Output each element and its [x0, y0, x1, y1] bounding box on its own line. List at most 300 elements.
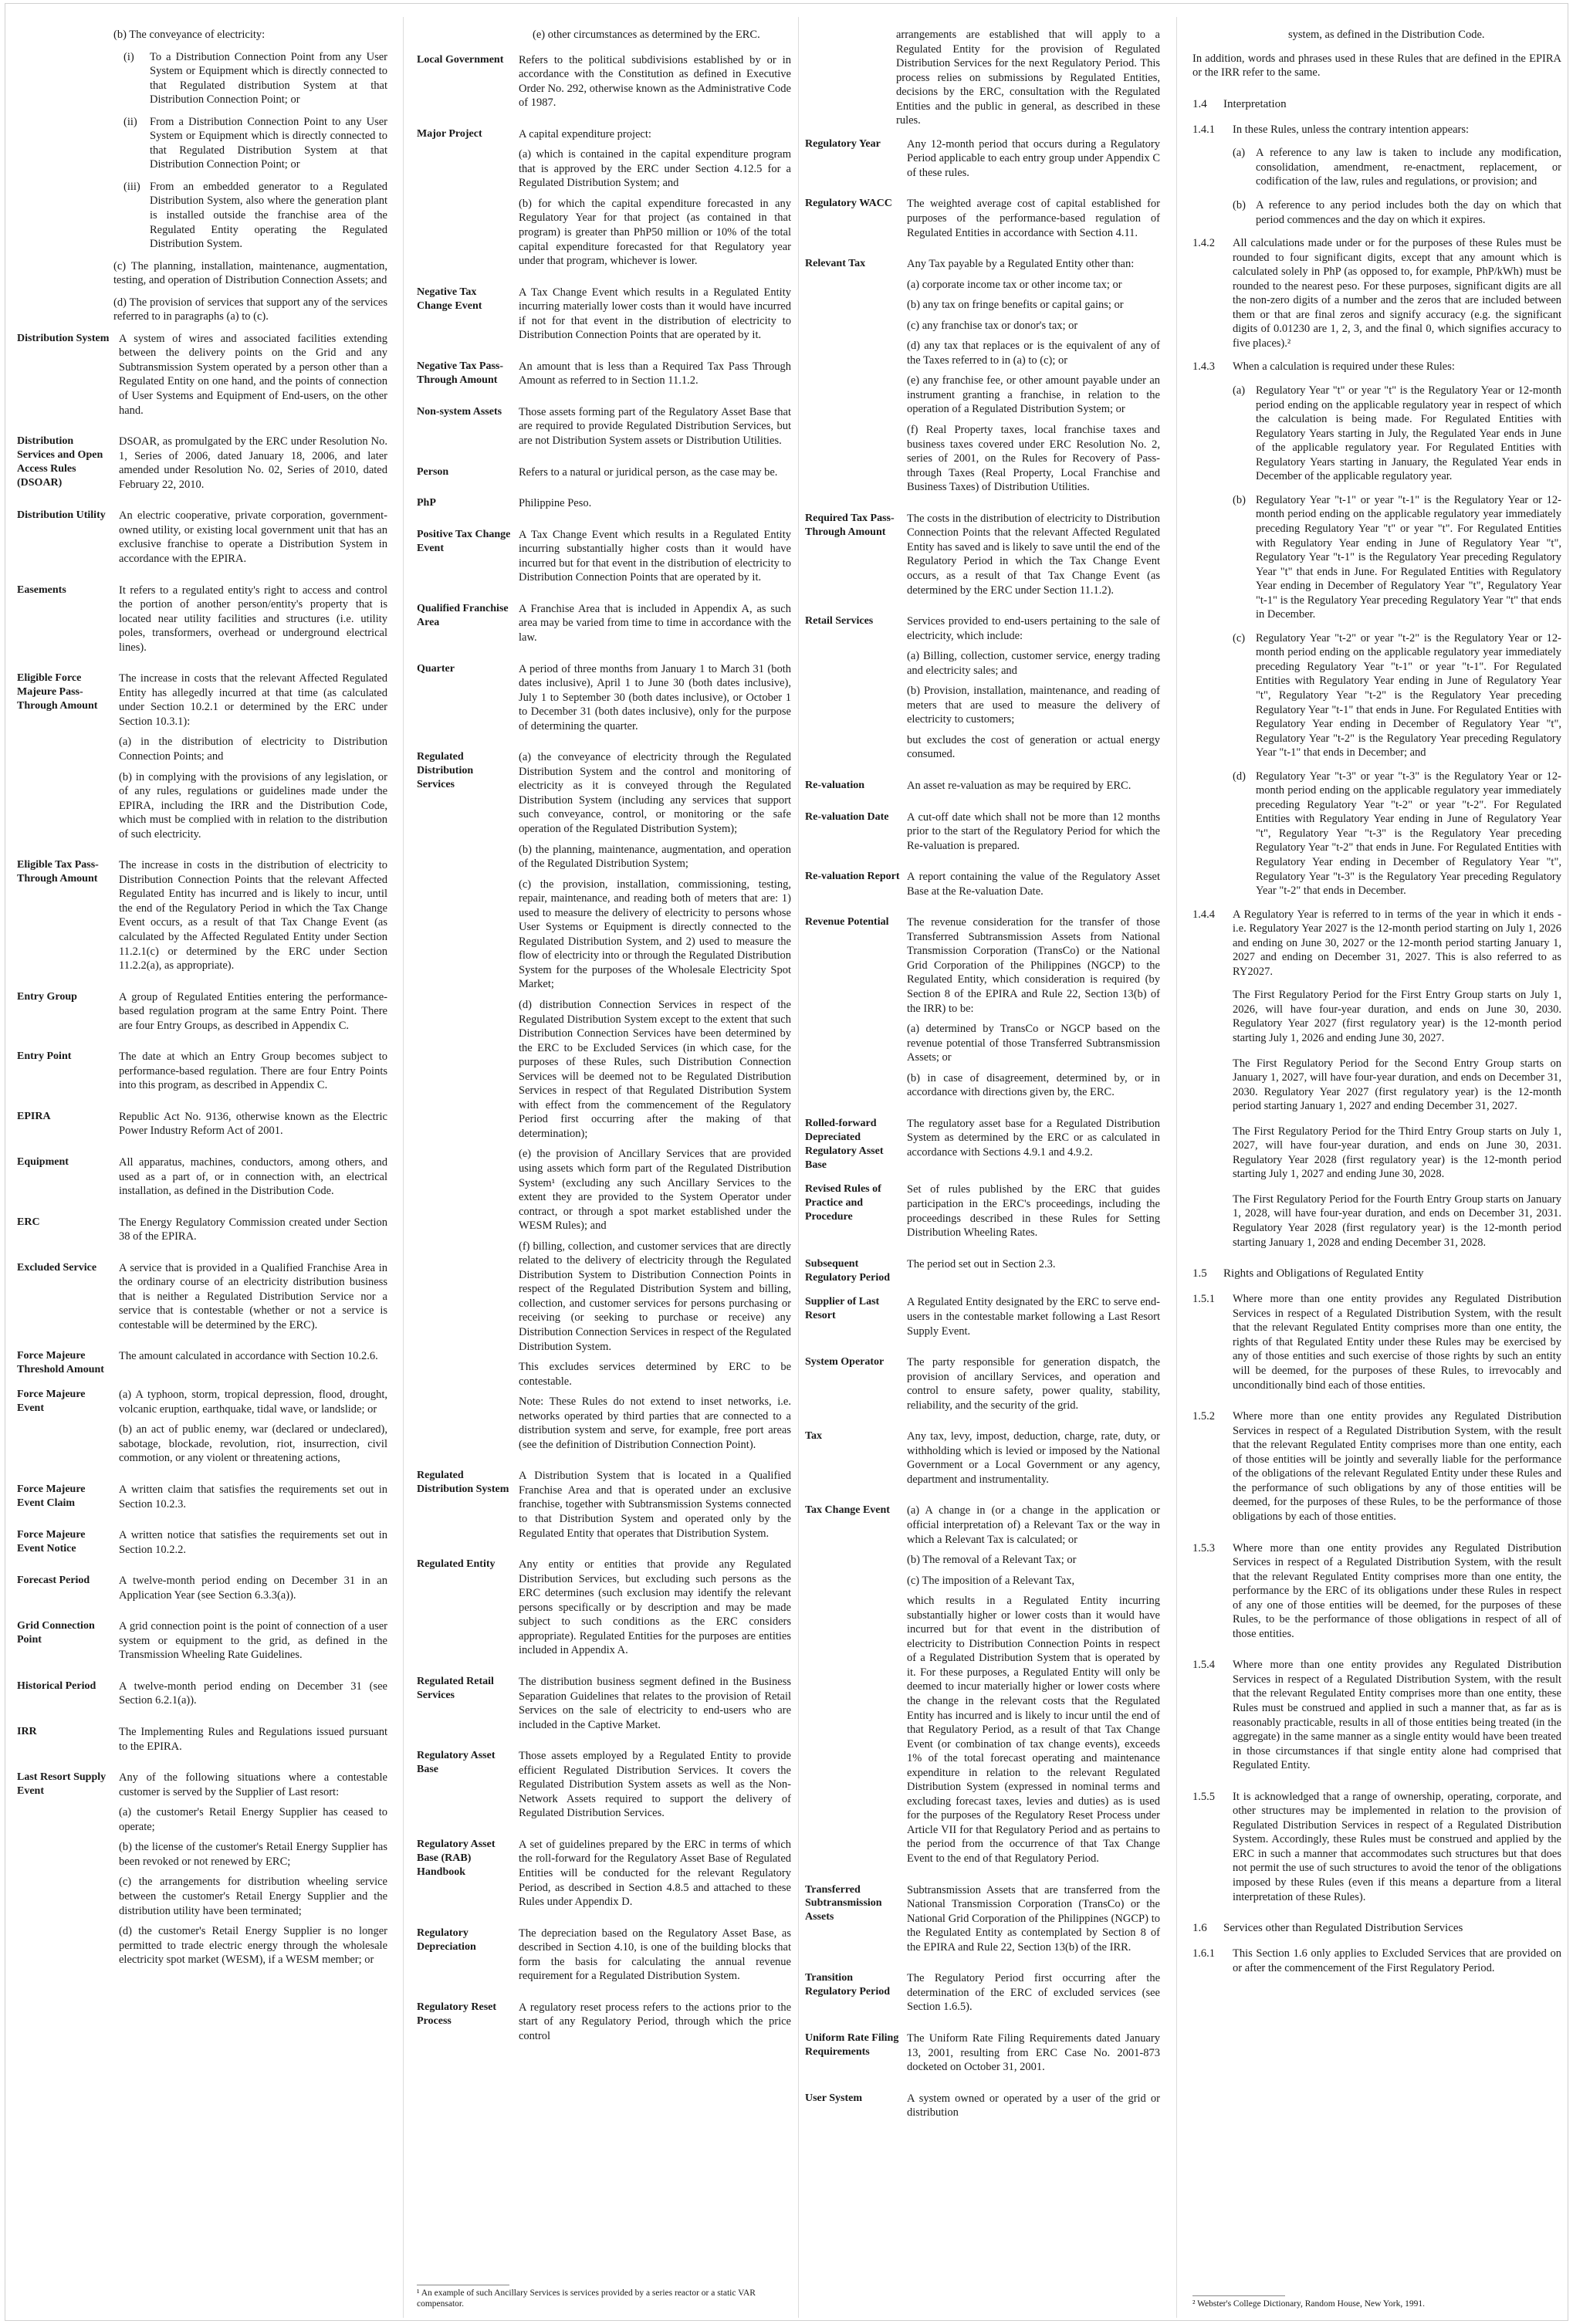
- definition-entry: [417, 286, 791, 349]
- definition-term: Re-valuation: [805, 779, 864, 791]
- definition-paragraph: (b) in complying with the provisions of any legislation, or of any rules, regulations or guidelines made under the EPIRA, including the IRR and the Distribution Code, which must be complied with in relation to the distribution of such electricity.: [119, 770, 387, 841]
- clause: [1192, 1947, 1561, 1975]
- definition-paragraph: (a) corporate income tax or other income tax; or: [907, 278, 1122, 291]
- definition-entry: [17, 1619, 387, 1669]
- definition-body: [119, 1050, 387, 1099]
- definition-paragraph: (c) the arrangements for distribution wheeling service between the customer's Retail Energy Supplier and the distribution utility have been terminated;: [119, 1876, 387, 1917]
- definition-paragraph: A Distribution System that is located in a Qualified Franchise Area and that is operated under an exclusive franchise, together with Subtransmission Systems connected to that Distribution System and operated only by the Regulated Entity that operates that Distribution System.: [519, 1470, 791, 1540]
- definition-entry: [417, 1469, 791, 1547]
- definition-paragraph: (e) any franchise fee, or other amount payable under an instrument granting a franchise, in relation to the operation of a Regulated Distribution System; or: [907, 374, 1160, 416]
- definition-body: [519, 465, 791, 486]
- definition-entry: [805, 137, 1160, 187]
- definition-paragraph: An amount that is less than a Required Tax Pass Through Amount as referred to in Section 11.1.2.: [519, 360, 791, 387]
- definition-term: User System: [805, 2092, 863, 2104]
- definition-body: [907, 1117, 1160, 1172]
- definition-paragraph: A regulatory reset process refers to the actions prior to the start of any Regulatory Period, through which the price control: [519, 2001, 791, 2042]
- sub-clause: [1233, 770, 1561, 898]
- definition-entry: [805, 512, 1160, 604]
- definition-body: [119, 1619, 387, 1669]
- definition-term: Tax: [805, 1430, 823, 1443]
- definition-term: Transferred Subtransmission Assets: [805, 1883, 882, 1923]
- definition-term: Last Resort Supply Event: [17, 1771, 107, 1798]
- definition-paragraph: A written notice that satisfies the requirements set out in Section 10.2.2.: [119, 1529, 387, 1556]
- definition-paragraph: The weighted average cost of capital established for purposes of the performance-based regulation of Regulated Entities in accordance with Section 4.11.: [907, 198, 1160, 239]
- clause-text: A Regulatory Year is referred to in terms of the year in which it ends - i.e. Regulatory Year 2027 is the 12-month period starting on July 1, 2026 and ending on June 30, 2027 or the 12-month period starting January 1, 2027 and ending on December 31, 2027. This is also referred to as RY2027.: [1233, 908, 1561, 978]
- definition-body: [519, 360, 791, 394]
- definition-body: [119, 1771, 387, 1974]
- definition-entry: [805, 1355, 1160, 1419]
- sub-clause: [1233, 146, 1561, 189]
- definitions-list: [417, 53, 791, 2050]
- definition-body: [519, 662, 791, 740]
- definition-paragraph: (c) The imposition of a Relevant Tax,: [907, 1574, 1075, 1587]
- definition-entry: [17, 1155, 387, 1205]
- definition-entry: [805, 1295, 1160, 1345]
- definition-paragraph: (b) The removal of a Relevant Tax; or: [907, 1554, 1077, 1567]
- definition-body: [907, 257, 1160, 501]
- clause-number: 1.4.1: [1192, 123, 1215, 136]
- definition-paragraph: (d) the customer's Retail Energy Supplier is no longer permitted to trade electric energy through the wholesale electricity spot market (WESM), if a WESM member; or: [119, 1925, 387, 1967]
- definition-paragraph: but excludes the cost of generation or actual energy consumed.: [907, 733, 1160, 761]
- definition-paragraph: The revenue consideration for the transfer of those Transferred Subtransmission Assets from National Transmission Corporation (TransCo) or the National Grid Corporation of the Philippines (NGCP) to the Regulated Entity, which consideration is required (by Section 8 of the EPIRA and Rule 22, Section 13(b) of the IRR) to be:: [907, 916, 1160, 1015]
- sub-clause-text: Regulatory Year "t" or year "t" is the Regulatory Year or 12-month period ending on the applicable regulatory year in respect of which the calculation is being made. For Regulated Entities with Regulatory Years starting in July, the Regulated Year ends in June of the applicable regulatory year. For Regulated Entities with Regulatory Years starting in January, the Regulated Year ends in December of the applicable regulatory year.: [1256, 384, 1561, 483]
- definition-term: Regulated Entity: [417, 1558, 496, 1571]
- definition-paragraph: The distribution business segment defined in the Business Separation Guidelines that relates to the provision of Retail Services on the sale of electricity to end-users who are included in the Captive Market.: [519, 1675, 791, 1731]
- definition-body: [907, 810, 1160, 860]
- definition-paragraph: The increase in costs that the relevant Affected Regulated Entity has allegedly incurred at that time (as calculated under Section 10.2.1 or determined by the ERC under Section 10.3.1):: [119, 672, 387, 728]
- definition-body: [119, 1110, 387, 1145]
- definition-paragraph: The regulatory asset base for a Regulated Distribution System as determined by the ERC or as calculated in accordance with Sections 4.9.1 and 4.9.2.: [907, 1117, 1160, 1159]
- definition-term: Relevant Tax: [805, 258, 866, 270]
- clause-text: Where more than one entity provides any Regulated Distribution Services in respect of a Regulated Distribution System, with the result that the relevant Regulated Entity comprises more than one entity, the rights of that Regulated Entity under these Rules may be exercised by any of those entities and such exercise of those rights by such an entity will be deemed, for the purposes of these Rules, to irrevocably and unconditionally bind each of those entities.: [1233, 1293, 1561, 1392]
- list-item: (e) other circumstances as determined by the ERC.: [533, 29, 760, 41]
- definition-entry: [17, 1771, 387, 1974]
- definition-paragraph: The party responsible for generation dispatch, the provision of ancillary Services, and operation and control to ensure safety, power quality, stability, reliability, and the security of the grid.: [907, 1356, 1160, 1412]
- definition-term: Regulated Distribution Services: [417, 751, 474, 791]
- definition-paragraph: (e) the provision of Ancillary Services that are provided using assets which form part of the Regulated Distribution System¹ (excluding any such Ancillary Services to the extent they are provided to the System Operator under contract, or through a spot market established under the WESM Rules); and: [519, 1148, 791, 1233]
- definition-body: [519, 1469, 791, 1547]
- definition-entry: [17, 509, 387, 572]
- definition-paragraph: A twelve-month period ending on December 31 in an Application Year (see Section 6.3.3(a)).: [119, 1575, 387, 1602]
- definition-entry: [417, 496, 791, 517]
- section-title: Interpretation: [1223, 97, 1287, 110]
- definition-body: [119, 435, 387, 498]
- definition-body: [119, 671, 387, 847]
- definition-paragraph: A capital expenditure project:: [519, 127, 651, 140]
- definition-entry: [17, 1110, 387, 1145]
- definition-term: Regulatory Year: [805, 137, 881, 150]
- definition-term: Entry Point: [17, 1050, 72, 1063]
- definition-entry: [805, 257, 1160, 501]
- definition-paragraph: (f) billing, collection, and customer services that are directly related to the delivery of electricity through the Regulated Distribution System to Distribution Connection Points in respect of the Regulated Distribution System and billing, collection, and customer services for persons purchasing or receiving (or seeking to purchase or receive) any Distribution Connection Services in respect of the Regulated Distribution System.: [519, 1240, 791, 1353]
- definition-entry: [805, 1429, 1160, 1493]
- definition-paragraph: (b) Provision, installation, maintenance, and reading of meters that are used to measure the delivery of electricity to customers;: [907, 685, 1160, 726]
- definition-body: [119, 1216, 387, 1250]
- definition-paragraph: A grid connection point is the point of connection of a user system or equipment to the grid, as defined in the Transmission Wheeling Rate Guidelines.: [119, 1620, 387, 1662]
- definition-paragraph: The costs in the distribution of electricity to Distribution Connection Points that the relevant Affected Regulated Entity has saved and is likely to save until the end of the Regulatory Period in which the Tax Change Event occurs, as a result of that Tax Change Event (as determined by the ERC under Section 11.1.2).: [907, 512, 1160, 597]
- definition-paragraph: A system of wires and associated facilities extending between the delivery points on the Grid and any Subtransmission System operated by a person other than a Regulated Entity on one hand, and the points of connection of User Systems and Equipment of End-users, on the other hand.: [119, 332, 387, 417]
- definition-paragraph: The Uniform Rate Filing Requirements dated January 13, 2001, resulting from ERC Case No. 2001-873 docketed on October 31, 2001.: [907, 2031, 1160, 2074]
- definition-body: [519, 1749, 791, 1827]
- definition-entry: [417, 528, 791, 591]
- definition-paragraph: Any 12-month period that occurs during a Regulatory Period applicable to each entry group under Appendix C of these rules.: [907, 137, 1160, 179]
- definition-entry: [805, 614, 1160, 768]
- clause-text: Where more than one entity provides any Regulated Distribution Services in respect of a Regulated Distribution System, with the result that the relevant Regulated Entity comprises more than one entity, the performance by the ERC of its obligations under these Rules in respect of any one of those entities will be deemed, for the purposes of these Rules, to be the performance of those obligations in respect of all of those entities.: [1233, 1541, 1561, 1640]
- definition-term: EPIRA: [17, 1110, 51, 1122]
- definition-entry: [417, 662, 791, 740]
- definition-entry: [417, 1927, 791, 1990]
- definition-paragraph: Note: These Rules do not extend to inset networks, i.e. networks operated by third parties that are connected to a distribution system and serve, for example, free port areas (see the definition of Distribution Connection Point).: [519, 1395, 791, 1451]
- definition-paragraph: A report containing the value of the Regulatory Asset Base at the Re-valuation Date.: [907, 871, 1160, 898]
- definition-entry: [417, 360, 791, 394]
- definition-term: Retail Services: [805, 615, 874, 628]
- definition-entry: [417, 1838, 791, 1916]
- definition-body: [519, 53, 791, 117]
- definition-term: IRR: [17, 1726, 37, 1738]
- definition-body: [119, 1725, 387, 1760]
- nested-list: [123, 50, 387, 252]
- definition-paragraph: Subtransmission Assets that are transferred from the National Transmission Corporation (TransCo) or the National Grid Corporation of the Philippines (NGCP) to the Regulated Entity as contemplated by Section 8 of the EPIRA and Rule 22, Section 13(b) of the IRR.: [907, 1883, 1160, 1954]
- definition-entry: [805, 915, 1160, 1106]
- definition-entry: [17, 1216, 387, 1250]
- definition-paragraph: The depreciation based on the Regulatory Asset Base, as described in Section 4.10, is one of the building blocks that form the basis for calculating the annual revenue requirement for a Regulated Distribution System.: [519, 1927, 791, 1983]
- definition-paragraph: A Tax Change Event which results in a Regulated Entity incurring materially lower costs than it would have incurred if not for that event in the distribution of electricity to Distribution Connection Points that are operated by it.: [519, 286, 791, 342]
- definition-body: [519, 127, 791, 275]
- sub-clause-text: From a Distribution Connection Point to any User System or Equipment which is directly connected to that Regulated Distribution System at that Distribution Connection Point; or: [150, 115, 387, 171]
- definition-term: Regulated Retail Services: [417, 1675, 494, 1701]
- definition-entry: [805, 779, 1160, 800]
- definition-body: [119, 1528, 387, 1563]
- definition-paragraph: Any Tax payable by a Regulated Entity other than:: [907, 258, 1135, 271]
- definition-term: Regulatory Asset Base: [417, 1750, 496, 1776]
- definition-term: Force Majeure Event: [17, 1389, 86, 1415]
- section-number: 1.6: [1192, 1922, 1207, 1935]
- definition-paragraph: (a) the conveyance of electricity through the Regulated Distribution System and the control and monitoring of electricity as it is conveyed through the Regulated Distribution System (including any services that support such conveyance, control, or monitoring or the safe operation of the Regulated Distribution System);: [519, 751, 791, 835]
- definition-entry: [417, 127, 791, 275]
- clause-text: All calculations made under or for the purposes of these Rules must be rounded to four significant digits, except that any amount which is calculated solely in PhP (as opposed to, for example, PhP/kWh) must be rounded to the nearest peso. For these purposes, significant digits are all the non-zero digits of a number and the zeros that are included between them or that are final zeros and signify accuracy (e.g. the significant digits of 0.01230 are 1, 2, 3, and the final 0, which signifies accuracy to five places).²: [1233, 237, 1561, 350]
- definition-term: Regulated Distribution System: [417, 1470, 509, 1496]
- definition-paragraph: (b) any tax on fringe benefits or capital gains; or: [907, 299, 1124, 312]
- clause: [1192, 1541, 1561, 1642]
- definition-paragraph: (b) the license of the customer's Retail Energy Supplier has been revoked or not renewed by ERC;: [119, 1841, 387, 1868]
- clause: [1192, 236, 1561, 350]
- definition-body: [119, 509, 387, 572]
- definition-entry: [805, 1504, 1160, 1872]
- definition-paragraph: Those assets employed by a Regulated Entity to provide efficient Regulated Distribution Services. It covers the Regulated Distribution System assets as well as the Non-Network Assets required to support the delivery of Regulated Distribution Services.: [519, 1750, 791, 1820]
- definition-entry: [17, 1050, 387, 1099]
- footnote-text: ¹ An example of such Ancillary Services is services provided by a series reactor or a static VAR compensator.: [417, 2288, 756, 2309]
- section-title: Rights and Obligations of Regulated Entity: [1223, 1267, 1424, 1280]
- definition-body: [907, 1971, 1160, 2021]
- definition-entry: [17, 435, 387, 498]
- sub-clause-text: Regulatory Year "t-2" or year "t-2" is the Regulatory Year or 12-month period ending on the applicable regulatory year immediately preceding Regulatory Year "t-1" or year "t-1". For Regulated Entities with Regulatory Year ending in June of Regulatory Year "t", Regulatory Year "t-2" is the Regulatory Year preceding Regulatory Year "t-1" that ends in June. For Regulated Entities with Regulatory Year ending in December of Regulatory Year "t", Regulatory Year "t-2" is the Regulatory Year preceding Regulatory Year "t-1" that ends in December; and: [1256, 631, 1561, 759]
- definition-entry: [417, 602, 791, 651]
- definition-paragraph: (d) distribution Connection Services in respect of the Regulated Distribution System except to the extent that such Distribution Connection Services have been determined by the ERC to be Excluded Services (in which case, for the purposes of these Rules, such Distribution Connection Services will be deemed not to be Regulated Distribution Services in respect of that Regulated Distribution System with effect from the commencement of the Regulatory Period first occurring after the making of that determination);: [519, 998, 791, 1140]
- clause: [1192, 1790, 1561, 1904]
- definition-body: [907, 614, 1160, 768]
- sub-clause-label: (d): [1233, 770, 1246, 783]
- definition-body: [519, 602, 791, 651]
- section-number: 1.5: [1192, 1267, 1207, 1280]
- definition-paragraph: The amount calculated in accordance with Section 10.2.6.: [119, 1350, 378, 1363]
- definition-paragraph: Refers to a natural or juridical person, as the case may be.: [519, 465, 778, 479]
- definition-body: [119, 858, 387, 979]
- definition-paragraph: Any entity or entities that provide any Regulated Distribution Services, but excluding such persons as the ERC determines (such exclusion may identify the relevant persons specifically or by description and may be made subject to such conditions as the ERC considers appropriate). Regulated Entities for the purposes are entities included in Appendix A.: [519, 1558, 791, 1657]
- definition-entry: [805, 2031, 1160, 2081]
- section-heading: [1192, 1921, 1561, 1936]
- definition-body: [519, 496, 791, 517]
- clause: [1192, 360, 1561, 374]
- definition-body: [519, 1927, 791, 1990]
- definition-body: [907, 197, 1160, 246]
- definition-entry: [805, 1182, 1160, 1246]
- definition-paragraph: All apparatus, machines, conductors, among others, and used as a part of, or in connection with, an electrical installation, as defined in the Distribution Code.: [119, 1156, 387, 1198]
- definition-term: Re-valuation Date: [805, 810, 889, 823]
- clause-text: In these Rules, unless the contrary intention appears:: [1233, 123, 1470, 136]
- definition-term: ERC: [17, 1216, 40, 1228]
- definition-entry: [17, 1680, 387, 1714]
- definition-term: Historical Period: [17, 1680, 96, 1692]
- definition-entry: [417, 2001, 791, 2050]
- definition-paragraph: A Franchise Area that is included in Appendix A, as such area may be varied from time to time in accordance with the law.: [519, 602, 791, 644]
- footnote-text: ² Webster's College Dictionary, Random House, New York, 1991.: [1192, 2299, 1426, 2309]
- definition-paragraph: DSOAR, as promulgated by the ERC under Resolution No. 1, Series of 2006, dated January 18, 2006, and later amended under Resolution No. 02, Series of 2010, dated February 22, 2010.: [119, 435, 387, 491]
- sub-clause-label: (i): [123, 50, 134, 63]
- clause-number: 1.5.5: [1192, 1790, 1215, 1803]
- definition-term: Regulatory Asset Base (RAB) Handbook: [417, 1838, 496, 1878]
- definition-paragraph: (a) determined by TransCo or NGCP based on the revenue potential of those Transferred Subtransmission Assets; or: [907, 1023, 1160, 1064]
- clause-number: 1.5.1: [1192, 1293, 1215, 1306]
- definition-paragraph: (c) the provision, installation, commissioning, testing, repair, maintenance, and reading both of meters that are: 1) used to measure the delivery of electricity to persons whose User Systems or Equipment is directly connected to the Regulated Distribution System, and 2) used to measure the flow of electricity into or through the Regulated Distribution System for the purposes of the Wholesale Electricity Spot Market;: [519, 878, 791, 991]
- definition-paragraph: Services provided to end-users pertaining to the sale of electricity, which include:: [907, 615, 1160, 642]
- sub-clause: [1233, 631, 1561, 760]
- definition-entry: [805, 2092, 1160, 2126]
- clause-number: 1.5.2: [1192, 1410, 1215, 1423]
- clause-text: This Section 1.6 only applies to Excluded Services that are provided on or after the commencement of the First Regulatory Period.: [1233, 1947, 1561, 1974]
- definition-body: [119, 1680, 387, 1714]
- definition-term: Rolled-forward Depreciated Regulatory Asset Base: [805, 1117, 884, 1171]
- definition-body: [907, 137, 1160, 187]
- definition-body: [907, 512, 1160, 604]
- clause-paragraph: The First Regulatory Period for the Second Entry Group starts on January 1, 2027, will have four-year duration, and ends on December 31, 2030. Regulatory Year 2027 (first regulatory year) is the 12-month period starting January 1, 2027 and ending December 31, 2027.: [1233, 1057, 1561, 1113]
- definition-body: [519, 2001, 791, 2050]
- definition-entry: [805, 810, 1160, 860]
- definition-body: [519, 286, 791, 349]
- definition-paragraph: The Regulatory Period first occurring after the determination of the ERC of excluded services (see Section 1.6.5).: [907, 1972, 1160, 2014]
- definition-paragraph: An asset re-valuation as may be required by ERC.: [907, 779, 1132, 792]
- sub-clause: [123, 50, 387, 107]
- section-number: 1.4: [1192, 97, 1207, 110]
- sub-clause-label: (c): [1233, 631, 1246, 644]
- definition-paragraph: A set of guidelines prepared by the ERC in terms of which the roll-forward for the Regulatory Asset Base of Regulated Entities will be conducted for the relevant Regulatory Period, as described in Section 4.8.5 and attached to these Rules under Appendix D.: [519, 1838, 791, 1909]
- definition-term: Required Tax Pass-Through Amount: [805, 512, 895, 538]
- definition-entry: [17, 1528, 387, 1563]
- definition-body: [907, 2092, 1160, 2126]
- definition-body: [907, 915, 1160, 1106]
- sub-clause-text: Regulatory Year "t-1" or year "t-1" is the Regulatory Year or 12-month period ending on the applicable regulatory year immediately preceding Regulatory Year "t" or year "t". For Regulated Entities with Regulatory Year ending in June of Regulatory Year "t", Regulatory Year "t-1" is the Regulatory Year preceding Regulatory Year "t" that ends in June. For Regulated Entities with Regulatory Year ending in December of Regulatory Year "t", Regulatory Year "t-1" is the Regulatory Year preceding Regulatory Year "t" that ends in December.: [1256, 493, 1561, 621]
- definition-entry: [17, 1261, 387, 1339]
- column-divider: [798, 17, 799, 2318]
- definition-body: [119, 1388, 387, 1472]
- sub-clause: [1233, 493, 1561, 622]
- definition-paragraph: Refers to the political subdivisions established by or in accordance with the Constitution as defined in Executive Order No. 292, otherwise known as the Administrative Code of 1987.: [519, 53, 791, 110]
- definition-paragraph: (a) A change in (or a change in the application or official interpretation of) a Relevant Tax or the way in which a Relevant Tax is calculated; or: [907, 1504, 1160, 1546]
- definition-paragraph: (b) an act of public enemy, war (declared or undeclared), sabotage, blockade, revolution, riot, insurrection, civil commotion, or any violent or threatening actions,: [119, 1423, 387, 1465]
- clause-text: Where more than one entity provides any Regulated Distribution Services in respect of a Regulated Distribution System, with the result that the relevant Regulated Entity comprises more than one entity, these Rules must be construed and applied in such a manner that, as far as is reasonably practicable, results in all of those entities being treated (in the aggregate) in the same manner as a single entity would have been treated in those circumstances if that single entity alone had comprised that Regulated Entity.: [1233, 1659, 1561, 1772]
- definition-paragraph: (a) Billing, collection, customer service, energy trading and electricity sales; and: [907, 650, 1160, 677]
- definition-paragraph: It refers to a regulated entity's right to access and control the portion of another person/entity's property that is located near utility facilities and structures (i.e. utility poles, transformers, overhead or underground electrical lines).: [119, 584, 387, 654]
- definition-paragraph: A Regulated Entity designated by the ERC to serve end-users in the contestable market following a Last Resort Supply Event.: [907, 1296, 1160, 1338]
- definition-body: [907, 1429, 1160, 1493]
- sub-clause-label: (b): [1233, 199, 1246, 212]
- clause-number: 1.4.3: [1192, 360, 1215, 374]
- definition-paragraph: A twelve-month period ending on December 31 (see Section 6.2.1(a)).: [119, 1680, 387, 1707]
- definition-entry: [17, 990, 387, 1040]
- definition-term: Force Majeure Event Notice: [17, 1529, 86, 1555]
- definition-body: [907, 2031, 1160, 2081]
- definition-paragraph: This excludes services determined by ERC to be contestable.: [519, 1361, 791, 1388]
- clause-number: 1.6.1: [1192, 1947, 1215, 1960]
- sub-clause-text: A reference to any period includes both the day on which that period commences and the day on which it expires.: [1256, 199, 1561, 226]
- sub-clause-text: A reference to any law is taken to include any modification, consolidation, amendment, re-enactment, replacement, or codification of the law, rules and regulations, or provision; and: [1256, 147, 1561, 188]
- definition-entry: [17, 858, 387, 979]
- clause: [1192, 1658, 1561, 1772]
- sub-clause-label: (a): [1233, 147, 1246, 160]
- definition-term: Quarter: [417, 662, 455, 675]
- definition-term: Negative Tax Pass-Through Amount: [417, 360, 503, 386]
- footnote: [417, 2285, 791, 2310]
- definition-entry: [805, 1883, 1160, 1961]
- intro-text: In addition, words and phrases used in these Rules that are defined in the EPIRA or the IRR refer to the same.: [1192, 52, 1561, 79]
- clause-text: When a calculation is required under these Rules:: [1233, 360, 1455, 374]
- clause-paragraph: The First Regulatory Period for the First Entry Group starts on July 1, 2026, will have four-year duration, and ends on June 30, 2030. Regulatory Year 2027 (first regulatory year) is the 12-month period starting July 1, 2026 and ending June 30, 2027.: [1233, 989, 1561, 1044]
- definition-paragraph: A period of three months from January 1 to March 31 (both dates inclusive), April 1 to June 30 (both dates inclusive), July 1 to September 30 (both dates inclusive), or October 1 to December 31 (both dates inclusive), only for the purpose of determining the quarter.: [519, 662, 791, 732]
- definition-term: Easements: [17, 584, 66, 596]
- definition-term: Transition Regulatory Period: [805, 1972, 891, 1998]
- column-divider: [403, 17, 404, 2318]
- definition-body: [907, 1182, 1160, 1246]
- column-4: [1192, 28, 1561, 2316]
- definition-term: Local Government: [417, 53, 504, 66]
- definition-term: Distribution System: [17, 332, 110, 344]
- sub-clause-label: (iii): [123, 180, 140, 193]
- definition-term: Regulatory Depreciation: [417, 1927, 476, 1953]
- definition-entry: [805, 1257, 1160, 1285]
- definition-paragraph: The Implementing Rules and Regulations issued pursuant to the EPIRA.: [119, 1726, 387, 1753]
- definition-term: Force Majeure Threshold Amount: [17, 1350, 104, 1376]
- clause: [1192, 1292, 1561, 1392]
- definition-body: [519, 750, 791, 1458]
- definition-term: Qualified Franchise Area: [417, 602, 509, 628]
- definition-term: Eligible Tax Pass-Through Amount: [17, 859, 99, 885]
- definition-body: [119, 1261, 387, 1339]
- definition-paragraph: Republic Act No. 9136, otherwise known as the Electric Power Industry Reform Act of 2001.: [119, 1110, 387, 1138]
- definitions-list: [17, 332, 387, 1974]
- sub-clause: [123, 180, 387, 252]
- definition-body: [519, 1838, 791, 1916]
- definition-paragraph: which results in a Regulated Entity incurring substantially higher or lower costs than it would have incurred but for that event in the distribution of electricity to Distribution Connection Points in respect of a Regulated Distribution System that is operated by it. For these purposes, a Regulated Entity will only be deemed to incur materially higher or lower costs where the change in the relevant costs that the Regulated Entity has incurred and is likely to incur until the end of that Regulatory Period, as a result of that Tax Change Event (or combination of tax change events), exceeds 1% of the total forecast operating and maintenance expenditure in relation to the relevant Regulated Distribution System (expressed in nominal terms and excluding forecast taxes, levies and duties) as is used for the purposes of the Regulatory Reset Process under Article VII for that Regulatory Period and as pertains to the period from the occurrence of that Tax Change Event to the end of that Regulatory Period.: [907, 1595, 1160, 1866]
- definition-term: Regulatory Reset Process: [417, 2001, 497, 2027]
- definition-term: Excluded Service: [17, 1261, 97, 1274]
- sub-clause-label: (ii): [123, 115, 137, 128]
- definition-entry: [417, 1749, 791, 1827]
- definition-body: [907, 1295, 1160, 1345]
- definition-body: [119, 1349, 387, 1377]
- definition-term: Distribution Utility: [17, 509, 106, 522]
- definition-term: Revised Rules of Practice and Procedure: [805, 1183, 881, 1223]
- definition-paragraph: (a) which is contained in the capital expenditure program that is approved by the ERC under Section 4.12.5 for a Regulated Distribution System; and: [519, 148, 791, 190]
- definition-entry: [17, 332, 387, 424]
- column-2: [417, 28, 791, 2316]
- definition-body: [907, 870, 1160, 905]
- definition-body: [907, 1504, 1160, 1872]
- clause-number: 1.5.4: [1192, 1659, 1215, 1672]
- clause-paragraph: The First Regulatory Period for the Third Entry Group starts on July 1, 2027, will have four-year duration, and ends on June 30, 2031. Regulatory Year 2028 (first regulatory year) is the 12-month period starting July 1, 2027 and ending June 30, 2028.: [1233, 1125, 1561, 1181]
- definition-paragraph: (a) in the distribution of electricity to Distribution Connection Points; and: [119, 736, 387, 763]
- definition-term: Grid Connection Point: [17, 1620, 95, 1646]
- definition-paragraph: A service that is provided in a Qualified Franchise Area in the ordinary course of an electricity distribution business that is neither a Regulated Distribution Service nor a service that is contestable (whether or not a service is contestable will be determined by the ERC).: [119, 1261, 387, 1331]
- definition-entry: [417, 1675, 791, 1738]
- definition-paragraph: Any of the following situations where a contestable customer is served by the Supplier of Last resort:: [119, 1771, 387, 1798]
- definition-body: [119, 584, 387, 661]
- clause-number: 1.4.2: [1192, 237, 1215, 250]
- definition-entry: [805, 1117, 1160, 1172]
- definition-paragraph: A system owned or operated by a user of the grid or distribution: [907, 2092, 1160, 2119]
- clause-paragraph: The First Regulatory Period for the Fourth Entry Group starts on January 1, 2028, will have four-year duration, and ends on December 31, 2031. Regulatory Year 2028 (first regulatory year) is the 12-month period starting January 1, 2028 and ending December 31, 2028.: [1233, 1192, 1561, 1249]
- definition-paragraph: The date at which an Entry Group becomes subject to performance-based regulation. There are four Entry Points into this program, as described in Appendix C.: [119, 1050, 387, 1092]
- definition-body: [907, 1883, 1160, 1961]
- list-item: (c) The planning, installation, maintenance, augmentation, testing, and operation of Distribution Connection Assets; and: [113, 259, 387, 287]
- continued-text: system, as defined in the Distribution Code.: [1288, 29, 1485, 41]
- definition-entry: [17, 584, 387, 661]
- definition-body: [519, 1558, 791, 1664]
- definition-body: [119, 1155, 387, 1205]
- column-divider: [1176, 17, 1177, 2318]
- continued-text: arrangements are established that will apply to a Regulated Entity for the provision of Regulated Distribution Services for the next Regulatory Period. This process relies on submissions by Regulated Entities, decisions by the ERC, consultation with the Regulated Entities and the public in general, as described in these rules.: [896, 29, 1160, 127]
- clause-list: [1192, 1292, 1561, 1904]
- definition-paragraph: A Tax Change Event which results in a Regulated Entity incurring substantially higher costs than it would have incurred but for that event in the distribution of electricity to Distribution Connection Points that are operated by it.: [519, 528, 791, 584]
- definition-paragraph: A cut-off date which shall not be more than 12 months prior to the start of the Regulatory Period for which the Re-valuation is prepared.: [907, 810, 1160, 852]
- clause-number: 1.4.4: [1192, 908, 1215, 921]
- definition-body: [519, 1675, 791, 1738]
- definition-term: Equipment: [17, 1156, 69, 1168]
- definition-entry: [17, 671, 387, 847]
- definition-body: [119, 1574, 387, 1609]
- definition-entry: [417, 53, 791, 117]
- clause-paragraphs: [1192, 988, 1561, 1250]
- definition-paragraph: An electric cooperative, private corporation, government-owned utility, or existing local government unit that has an exclusive franchise to operate a Distribution System in accordance with the EPIRA.: [119, 509, 387, 565]
- definition-paragraph: (d) any tax that replaces or is the equivalent of any of the Taxes referred to in (a) to (c); or: [907, 340, 1160, 367]
- definition-paragraph: (a) A typhoon, storm, tropical depression, flood, drought, volcanic eruption, earthquake, tidal wave, or landslide; or: [119, 1389, 387, 1416]
- clause-text: It is acknowledged that a range of ownership, operating, corporate, and other structures may be implemented in relation to the provision of Regulated Distribution Services in respect of a Regulated Distribution System. Accordingly, these Rules must be construed and applied by the ERC in such a manner that accommodates such structures but that does not permit the use of such structures to avoid the tenor of the obligations imposed by these Rules (even if this means a departure from a literal interpretation of these Rules).: [1233, 1790, 1561, 1903]
- definition-entry: [805, 870, 1160, 905]
- column-1: [17, 28, 387, 2316]
- definition-term: Negative Tax Change Event: [417, 286, 482, 312]
- definition-paragraph: Philippine Peso.: [519, 497, 592, 510]
- definition-paragraph: The period set out in Section 2.3.: [907, 1257, 1056, 1270]
- sub-clause: [123, 115, 387, 172]
- definition-paragraph: (a) the customer's Retail Energy Supplier has ceased to operate;: [119, 1806, 387, 1833]
- clause-text: Where more than one entity provides any Regulated Distribution Services in respect of a Regulated Distribution System, with the result that the relevant Regulated Entity comprises more than one entity, each of those entities will be jointly and severally liable for the performance of the obligations of the relevant Regulated Entity under these Rules and the performance of such obligations by any of those entities will be deemed, for the purposes of these Rules, to be the performance of those obligations by each of those entities.: [1233, 1410, 1561, 1523]
- sub-clause-list: [1192, 146, 1561, 227]
- list: [113, 259, 387, 324]
- definition-paragraph: A written claim that satisfies the requirements set out in Section 10.2.3.: [119, 1483, 387, 1510]
- clause: [1192, 908, 1561, 979]
- sub-clause: [1233, 198, 1561, 227]
- definition-term: Distribution Services and Open Access Rules (DSOAR): [17, 435, 103, 489]
- sub-clause: [1233, 384, 1561, 484]
- definitions-list: [805, 137, 1160, 2126]
